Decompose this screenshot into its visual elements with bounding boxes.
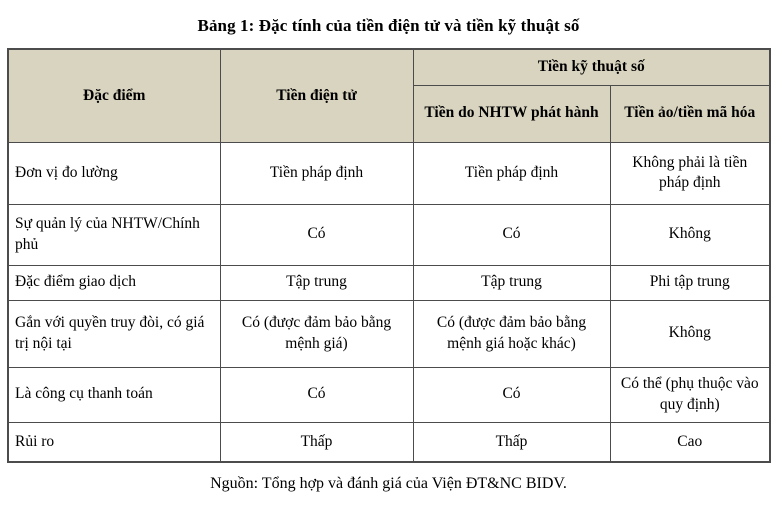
cell-crypto: Không xyxy=(610,204,770,265)
table-header xyxy=(8,49,770,142)
article-page xyxy=(0,16,777,493)
cell-cbdc: Có (được đảm bảo bằng mệnh giá hoặc khác) xyxy=(413,300,610,367)
cell-cbdc: Tiền pháp định xyxy=(413,142,610,204)
cell-emoney: Tiền pháp định xyxy=(220,142,413,204)
cell-emoney: Thấp xyxy=(220,422,413,462)
header-cell-cbdc: Tiền do NHTW phát hành xyxy=(413,85,610,142)
header-row-top xyxy=(8,49,770,85)
cell-emoney: Có xyxy=(220,367,413,422)
header-cell-feature: Đặc điểm xyxy=(8,49,220,142)
table-row-claim-intrinsic-value xyxy=(8,300,770,367)
cell-emoney: Tập trung xyxy=(220,265,413,300)
comparison-table xyxy=(7,48,771,463)
cell-cbdc: Có xyxy=(413,204,610,265)
header-cell-crypto: Tiền ảo/tiền mã hóa xyxy=(610,85,770,142)
cell-cbdc: Có xyxy=(413,367,610,422)
row-feature-label: Là công cụ thanh toán xyxy=(8,367,220,422)
cell-crypto: Không xyxy=(610,300,770,367)
row-feature-label: Gắn với quyền truy đòi, có giá trị nội tại xyxy=(8,300,220,367)
cell-cbdc: Thấp xyxy=(413,422,610,462)
header-cell-emoney: Tiền điện tử xyxy=(220,49,413,142)
table-title: Bảng 1: Đặc tính của tiền điện tử và tiền kỹ thuật số xyxy=(197,16,580,35)
cell-crypto: Cao xyxy=(610,422,770,462)
row-feature-label: Sự quản lý của NHTW/Chính phủ xyxy=(8,204,220,265)
table-row-transaction-characteristics xyxy=(8,265,770,300)
cell-emoney: Có xyxy=(220,204,413,265)
cell-emoney: Có (được đảm bảo bằng mệnh giá) xyxy=(220,300,413,367)
cell-crypto: Phi tập trung xyxy=(610,265,770,300)
table-row-unit-of-measure xyxy=(8,142,770,204)
row-feature-label: Đặc điểm giao dịch xyxy=(8,265,220,300)
cell-crypto: Không phải là tiền pháp định xyxy=(610,142,770,204)
cell-cbdc: Tập trung xyxy=(413,265,610,300)
header-cell-digital-group: Tiền kỹ thuật số xyxy=(413,49,770,85)
row-feature-label: Rủi ro xyxy=(8,422,220,462)
table-row-risk xyxy=(8,422,770,462)
table-row-central-bank-management xyxy=(8,204,770,265)
source-note: Nguồn: Tổng hợp và đánh giá của Viện ĐT&NC BIDV. xyxy=(210,475,567,492)
row-feature-label: Đơn vị đo lường xyxy=(8,142,220,204)
table-row-payment-instrument xyxy=(8,367,770,422)
table-body xyxy=(8,142,770,462)
cell-crypto: Có thể (phụ thuộc vào quy định) xyxy=(610,367,770,422)
